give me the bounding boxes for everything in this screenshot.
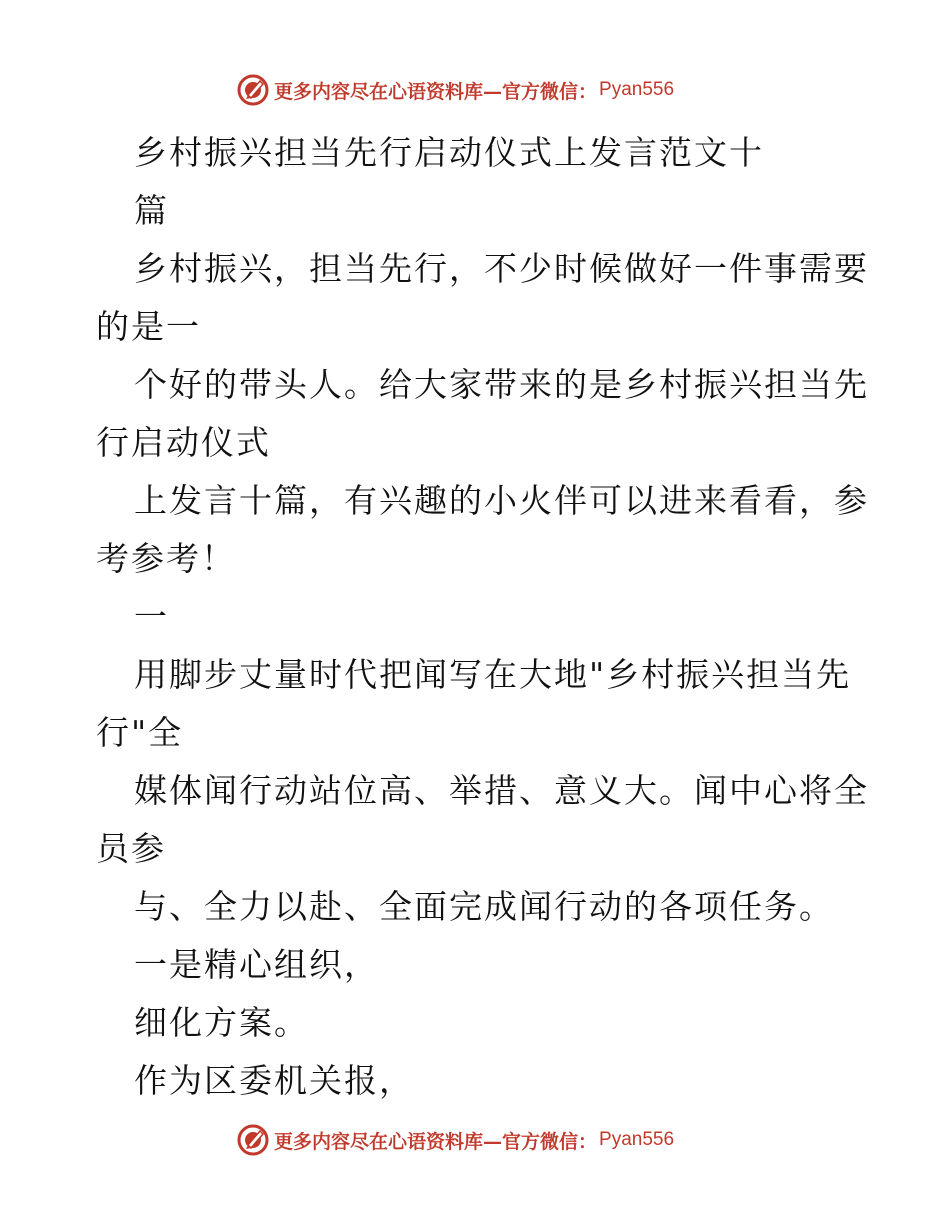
document-line: 作为区委机关报， xyxy=(134,1061,414,1100)
footer-banner-wechat-id: Pyan556 xyxy=(599,1129,675,1150)
document-line: 用脚步丈量时代把闻写在大地"乡村振兴担当先 xyxy=(134,655,852,694)
document-body xyxy=(96,124,869,1110)
document-line: 行"全 xyxy=(96,713,184,752)
document-line: 行启动仪式 xyxy=(96,423,271,462)
header-banner-text: 更多内容尽在心语资料库—官方微信： xyxy=(274,80,598,103)
document-line: 乡村振兴担当先行启动仪式上发言范文十 xyxy=(134,133,764,172)
header-watermark-banner xyxy=(236,72,674,108)
document-line: 个好的带头人。给大家带来的是乡村振兴担当先 xyxy=(134,365,869,404)
pen-logo-icon xyxy=(236,1123,270,1157)
header-banner-wechat-id: Pyan556 xyxy=(599,79,675,100)
document-line: 细化方案。 xyxy=(134,1003,309,1042)
document-line: 一 xyxy=(134,597,169,636)
footer-watermark-banner xyxy=(236,1122,674,1158)
document-line: 员参 xyxy=(96,829,166,868)
document-line: 乡村振兴，担当先行，不少时候做好一件事需要 xyxy=(134,249,869,288)
document-line: 上发言十篇，有兴趣的小火伴可以进来看看，参 xyxy=(134,481,869,520)
document-line: 与、全力以赴、全面完成闻行动的各项任务。 xyxy=(134,887,834,926)
document-line: 篇 xyxy=(134,191,169,230)
pen-logo-icon xyxy=(236,73,270,107)
document-line: 一是精心组织， xyxy=(134,945,379,984)
document-line: 考参考！ xyxy=(96,539,236,578)
document-line: 的是一 xyxy=(96,307,201,346)
document-line: 媒体闻行动站位高、举措、意义大。闻中心将全 xyxy=(134,771,869,810)
footer-banner-text: 更多内容尽在心语资料库—官方微信： xyxy=(274,1130,598,1153)
